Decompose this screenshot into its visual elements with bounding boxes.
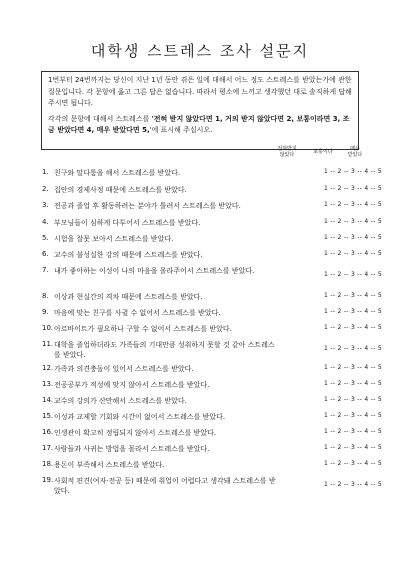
column-header-very-label: 매우 받았다 xyxy=(347,146,363,158)
rating-scale[interactable]: 1 -- 2 -- 3 -- 4 -- 5 xyxy=(324,364,382,371)
question-text: 교수의 불성실한 강의 때문에 스트레스를 받았다. xyxy=(54,251,203,259)
question-number: 18. xyxy=(42,460,54,468)
rating-scale[interactable]: 1 -- 2 -- 3 -- 4 -- 5 xyxy=(324,460,382,467)
question-text: 인생관이 확고히 정립되지 않아서 스트레스를 받았다. xyxy=(54,429,217,437)
question-number: 15. xyxy=(42,412,54,420)
question-number: 9. xyxy=(42,308,49,316)
rating-scale[interactable]: 1 -- 2 -- 3 -- 4 -- 5 xyxy=(324,428,382,435)
question-text: 가족과 의견충돌이 있어서 스트레스를 받았다. xyxy=(54,365,194,373)
question-number: 11. xyxy=(42,340,54,348)
question-text: 전공과 졸업 후 활동하려는 분야가 틀려서 스트레스를 받았다. xyxy=(54,202,241,210)
question-text: 사람들과 사귀는 방법을 몰라서 스트레스를 받았다. xyxy=(54,445,210,453)
question-number: 17. xyxy=(42,444,54,452)
rating-scale[interactable]: 1 -- 2 -- 3 -- 4 -- 5 xyxy=(324,444,382,451)
question-number: 5. xyxy=(42,234,49,242)
column-header-none-label: 전혀받지 않았다 xyxy=(277,146,297,158)
rating-scale[interactable]: 1 -- 2 -- 3 -- 4 -- 5 xyxy=(324,218,382,225)
instructions-text-post: '에 표시해 주십시오. xyxy=(149,126,213,134)
column-header-none xyxy=(272,146,302,158)
question-text: 시험을 잘못 보아서 스트레스를 받았다. xyxy=(54,235,174,243)
rating-scale[interactable]: 1 -- 2 -- 3 -- 4 -- 5 xyxy=(324,380,382,387)
question-number: 7. xyxy=(42,266,49,274)
question-number: 3. xyxy=(42,201,49,209)
question-text: 대학을 졸업하더라도 가족들의 기대만큼 성취하지 못할 것 같아 스트레스를 받았다. xyxy=(54,341,275,359)
rating-scale[interactable]: 1 -- 2 -- 3 -- 4 -- 5 xyxy=(324,250,382,257)
question-text: 이상과 현실간의 격차 때문에 스트레스를 받았다. xyxy=(54,293,203,301)
question-text: 집안의 경제사정 때문에 스트레스를 받았다. xyxy=(54,186,187,194)
rating-scale[interactable]: 1 -- 2 -- 3 -- 4 -- 5 xyxy=(324,396,382,403)
question-text: 전공공부가 적성에 맞지 않아서 스트레스를 받았다. xyxy=(54,381,210,389)
rating-scale[interactable]: 1 -- 2 -- 3 -- 4 -- 5 xyxy=(324,168,382,175)
page-title: 대학생 스트레스 조사 설문지 xyxy=(90,42,310,60)
rating-scale[interactable]: 1 -- 2 -- 3 -- 4 -- 5 xyxy=(324,292,382,299)
rating-scale[interactable]: 1 -- 2 -- 3 -- 4 -- 5 xyxy=(324,345,382,352)
question-number: 1. xyxy=(42,168,49,176)
rating-scale[interactable]: 1 -- 2 -- 3 -- 4 -- 5 xyxy=(324,234,382,241)
rating-scale[interactable]: 1 -- 2 -- 3 -- 4 -- 5 xyxy=(324,412,382,419)
rating-scale[interactable]: 1 -- 2 -- 3 -- 4 -- 5 xyxy=(324,201,382,208)
question-text: 부모님들이 심하게 다투어서 스트레스를 받았다. xyxy=(54,219,201,227)
question-text: 사회적 편견(여자·전공 등) 때문에 취업이 어렵다고 생각돼 스트레스를 받았다. xyxy=(54,477,276,495)
question-number: 10. xyxy=(42,324,54,332)
question-text: 아르바이트가 필요하나 구할 수 없어서 스트레스를 받았다. xyxy=(54,325,232,333)
question-number: 2. xyxy=(42,185,49,193)
question-text: 용돈이 부족해서 스트레스를 받았다. xyxy=(54,461,165,469)
instructions-paragraph-1: 1번부터 24번까지는 당신이 지난 1년 동안 겪은 일에 대해서 어느 정도 스트레스를 받았는가에 관한 질문입니다. 각 문항에 옳고 그른 답은 없습니다. 따라서 평소에 느끼고 생각했던 대로 솔직하게 답해 주시면 됩니다. xyxy=(48,76,352,107)
rating-scale[interactable]: 1 -- 2 -- 3 -- 4 -- 5 xyxy=(324,308,382,315)
question-number: 6. xyxy=(42,250,49,258)
question-number: 14. xyxy=(42,396,54,404)
instructions-box xyxy=(41,71,359,150)
question-number: 19. xyxy=(42,476,54,484)
question-text: 친구와 말다툼을 해서 스트레스를 받았다. xyxy=(54,169,181,177)
column-header-very xyxy=(340,146,370,158)
question-text: 마음에 맞는 친구를 사귈 수 없어서 스트레스를 받았다. xyxy=(54,309,221,317)
rating-scale[interactable]: 1 -- 2 -- 3 -- 4 -- 5 xyxy=(324,271,382,278)
question-text: 교수의 강의가 산만해서 스트레스를 받았다. xyxy=(54,397,187,405)
instructions-scale-emphasis: '전혀 받지 않았다면 1, 거의 받지 않았다면 2, 보통이라면 3, 조금 받았다면 4, 매우 받았다면 5, xyxy=(48,114,350,134)
instructions-text-pre: 각각의 문항에 대해서 스트레스를 xyxy=(48,114,152,123)
question-number: 8. xyxy=(42,292,49,300)
question-number: 4. xyxy=(42,218,49,226)
instructions-paragraph-2 xyxy=(48,114,352,137)
column-header-normal-label: 보통이다 xyxy=(313,149,333,155)
question-text: 이성과 교제할 기회와 시간이 없어서 스트레스를 받았다. xyxy=(54,413,226,421)
question-number: 13. xyxy=(42,380,54,388)
question-number: 16. xyxy=(42,428,54,436)
rating-scale[interactable]: 1 -- 2 -- 3 -- 4 -- 5 xyxy=(324,185,382,192)
rating-scale[interactable]: 1 -- 2 -- 3 -- 4 -- 5 xyxy=(324,324,382,331)
rating-scale[interactable]: 1 -- 2 -- 3 -- 4 -- 5 xyxy=(324,481,382,488)
question-text: 내가 좋아하는 이성이 나의 마음을 몰라주어서 스트레스를 받았다. xyxy=(54,267,255,275)
question-number: 12. xyxy=(42,364,54,372)
column-header-normal xyxy=(308,149,338,155)
